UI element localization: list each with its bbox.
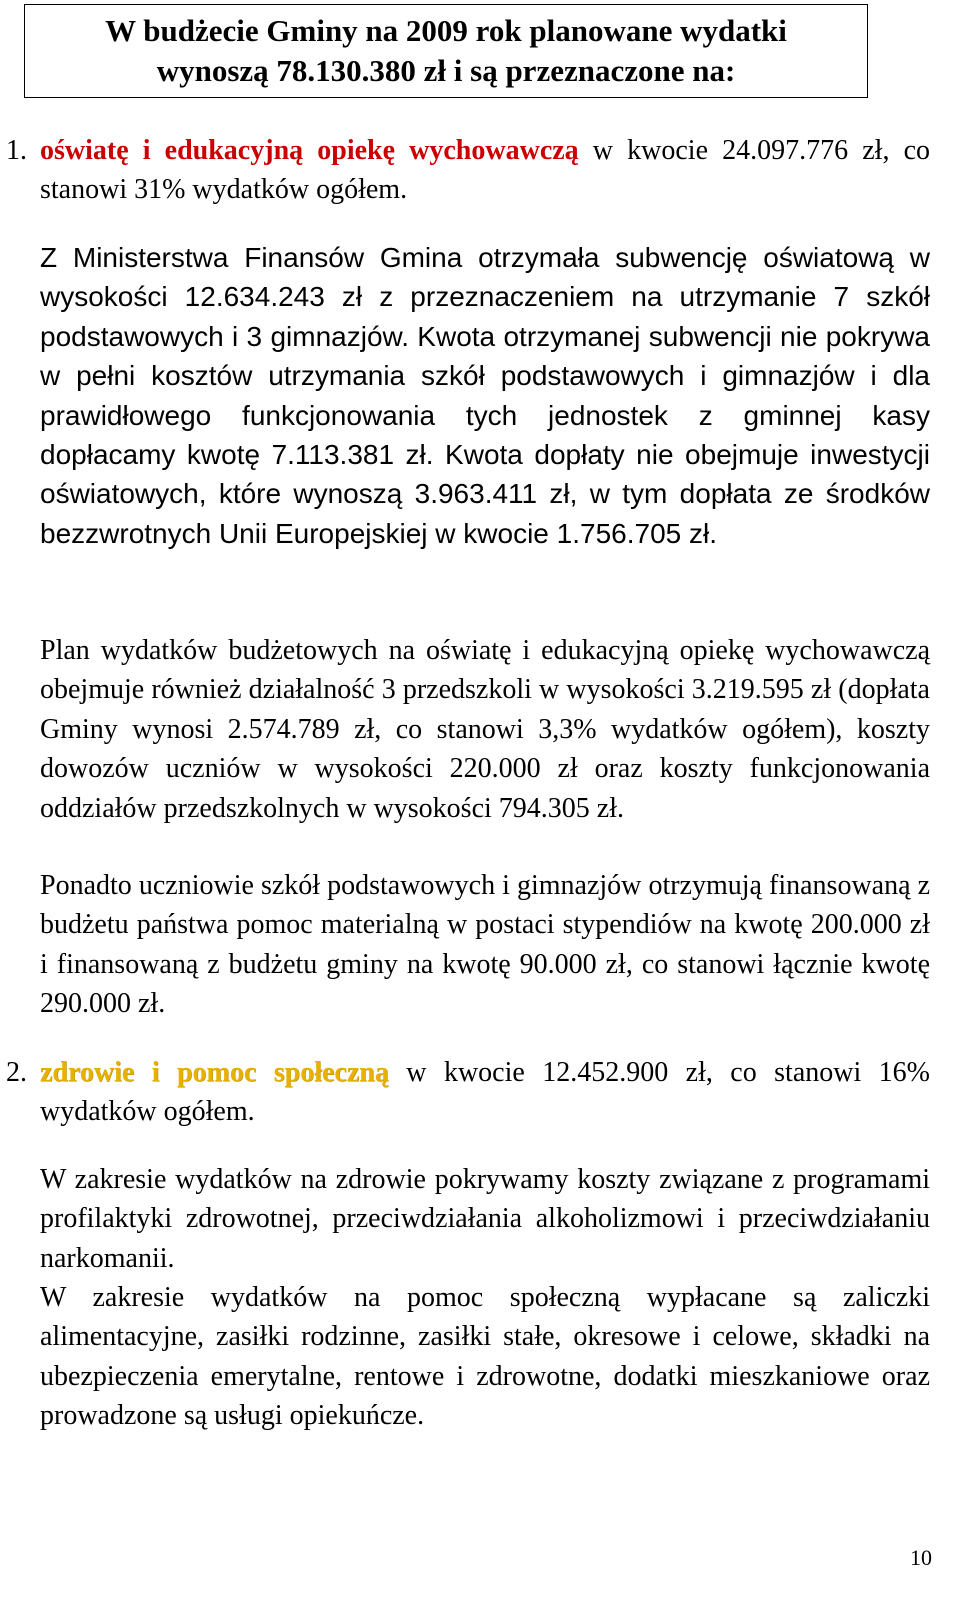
paragraph-social-aid: W zakresie wydatków na pomoc społeczną wypłacane są zaliczki alimentacyjne, zasiłki rodzinne, zasiłki stałe, okresowe i celowe, składki na ubezpieczenia emerytalne, rentowe i zdrowotne, dodatki mieszkaniowe oraz prowadzone są usługi opiekuńcze. bbox=[40, 1282, 930, 1432]
list-item-1-rest: w kwocie 24.097.776 zł, co stanowi 31% wydatków ogółem. bbox=[40, 135, 930, 206]
paragraph-health: W zakresie wydatków na zdrowie pokrywamy koszty związane z programami profilaktyki zdrowotnej, przeciwdziałania alkoholizmowi i przeciwdziałaniu narkomanii. bbox=[40, 1164, 930, 1274]
title-line-1: W budżecie Gminy na 2009 rok planowane wydatki bbox=[105, 13, 787, 48]
paragraph-scholarships: Ponadto uczniowie szkół podstawowych i gimnazjów otrzymują finansowaną z budżetu państwa pomoc materialną w postaci stypendiów na kwotę 200.000 zł i finansowaną z budżetu gminy na kwotę 90.000 zł, co stanowi łącznie kwotę 290.000 zł. bbox=[40, 870, 930, 1020]
list-item-2-rest: w kwocie 12.452.900 zł, co stanowi 16% wydatków ogółem. bbox=[40, 1057, 931, 1128]
paragraph-expense-plan: Plan wydatków budżetowych na oświatę i edukacyjną opiekę wychowawczą obejmuje również działalność 3 przedszkoli w wysokości 3.219.595 zł (dopłata Gminy wynosi 2.574.789 zł, co stanowi 3,3% wydatków ogółem), koszty dowozów uczniów w wysokości 220.000 zł oraz koszty funkcjonowania oddziałów przedszkolnych w wysokości 794.305 zł. bbox=[40, 635, 930, 824]
title-box bbox=[24, 4, 868, 98]
list-item-1 bbox=[6, 131, 930, 210]
list-item-1-number: 1. bbox=[6, 135, 27, 166]
title-line-2: wynoszą 78.130.380 zł i są przeznaczone na: bbox=[156, 53, 736, 88]
list-item-2 bbox=[6, 1053, 930, 1132]
list-item-2-keyword: zdrowie i pomoc społeczną bbox=[40, 1057, 389, 1088]
paragraph-subsidy: Z Ministerstwa Finansów Gmina otrzymała subwencję oświatową w wysokości 12.634.243 zł z przeznaczeniem na utrzymanie 7 szkół podstawowych i 3 gimnazjów. Kwota otrzymanej subwencji nie pokrywa w pełni kosztów utrzymania szkół podstawowych i gimnazjów i dla prawidłowego funkcjonowania tych jednostek z gminnej kasy dopłacamy kwotę 7.113.381 zł. Kwota dopłaty nie obejmuje inwestycji oświatowych, które wynoszą 3.963.411 zł, w tym dopłata ze środków bezzwrotnych Unii Europejskiej w kwocie 1.756.705 zł. bbox=[40, 242, 930, 549]
page-number: 10 bbox=[910, 1545, 932, 1570]
list-item-2-text bbox=[40, 1053, 930, 1132]
list-item-1-text bbox=[40, 131, 930, 210]
list-item-1-keyword: oświatę i edukacyjną opiekę wychowawczą bbox=[40, 135, 579, 166]
list-item-2-number: 2. bbox=[6, 1057, 27, 1088]
